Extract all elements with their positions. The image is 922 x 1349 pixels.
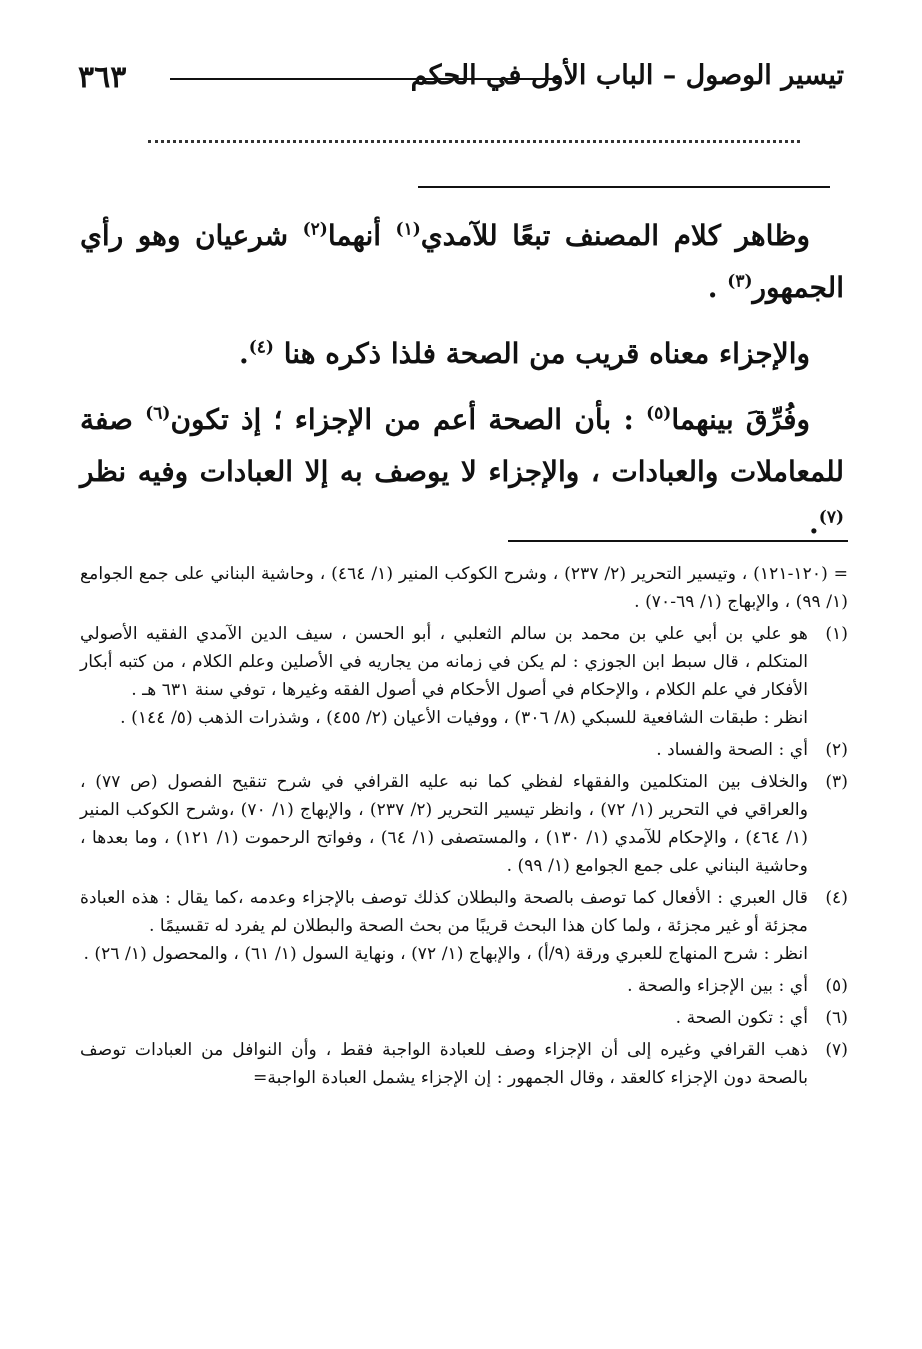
p1-text-3: شرعيان وهو رأي الجمهور: [80, 219, 844, 304]
p3-text-1: وفُرِّقَ بينهما: [671, 403, 811, 436]
footnote-5: [80, 972, 848, 1000]
footnote-number: (٢): [825, 740, 848, 760]
footnote-number: (٤): [825, 888, 848, 908]
footnote-number: (٧): [825, 1040, 848, 1060]
paragraph-3: [80, 394, 844, 550]
footnote-number: (٥): [825, 976, 848, 996]
dotted-separator: [148, 140, 800, 153]
p1-text-2: أنهما: [327, 219, 396, 252]
footnote-number: (١): [825, 624, 848, 644]
footnote-text: أي : بين الإجزاء والصحة .: [627, 976, 808, 996]
p1-text-4: .: [707, 271, 728, 304]
footnote-ref-2: (٢): [302, 219, 328, 240]
footnote-ref-7: (٧): [818, 507, 844, 528]
footnote-text: قال العبري : الأفعال كما توصف بالصحة والبطلان كذلك توصف بالإجزاء وعدمه ،كما يقال : هذه العبادة مجزئة أو غير مجزئة ، ولما كان هذا البحث قريبًا من بحث الصحة والبطلان لم يفرد له تقسيمًا .: [80, 888, 808, 936]
footnote-text: والخلاف بين المتكلمين والفقهاء لفظي كما نبه عليه القرافي في شرح تنقيح الفصول (ص ٧٧) ، والعراقي في التحرير (١/ ٧٢) ، وانظر تيسير التحرير (٢/ ٢٣٧) ، والإبهاج (١/ ٧٠) ،وشرح الكوكب المنير (١/ ٤٦٤) ، والإحكام للآمدي (١/ ١٣٠) ، والمستصفى (١/ ٦٤) ، وفواتح الرحموت (١/ ١٢١) ، وما بعدها ، وحاشية البناني على جمع الجوامع (١/ ٩٩) .: [80, 772, 809, 876]
footnote-rule: [508, 540, 848, 542]
main-text: [80, 210, 844, 564]
footnote-3: [80, 768, 848, 880]
p3-text-4: .: [809, 507, 819, 540]
footnote-sources: انظر : طبقات الشافعية للسبكي (٨/ ٣٠٦) ، ووفيات الأعيان (٢/ ٤٥٥) ، وشذرات الذهب (٥/ ١٤٤) .: [120, 708, 808, 728]
section-rule: [418, 186, 830, 188]
footnotes: [80, 560, 848, 1096]
p2-text-1: والإجزاء معناه قريب من الصحة فلذا ذكره هنا: [273, 337, 810, 370]
footnote-text: أي : الصحة والفساد .: [656, 740, 808, 760]
p3-text-3: صفة للمعاملات والعبادات ، والإجزاء لا يوصف به إلا العبادات وفيه نظر: [80, 403, 844, 488]
footnote-1: [80, 620, 848, 732]
p2-text-2: .: [238, 337, 249, 370]
p1-text-1: وظاهر كلام المصنف تبعًا للآمدي: [420, 219, 810, 252]
footnote-ref-3: (٣): [727, 271, 753, 292]
footnote-text: هو علي بن أبي علي بن محمد بن سالم الثعلبي ، أبو الحسن ، سيف الدين الآمدي الفقيه الأصولي المتكلم ، قال سبط ابن الجوزي : لم يكن في زمانه من يجاريه في الأصلين وعلم الكلام ، من كتبه أبكار الأفكار في علم الكلام ، والإحكام في أصول الأحكام في أصول الفقه وغيرها ، توفي سنة ٦٣١ هـ .: [80, 624, 808, 700]
footnote-continuation: = (١٢٠-١٢١) ، وتيسير التحرير (٢/ ٢٣٧) ، وشرح الكوكب المنير (١/ ٤٦٤) ، وحاشية البناني على جمع الجوامع (١/ ٩٩) ، والإبهاج (١/ ٦٩-٧٠) .: [80, 564, 848, 612]
footnote-sources: انظر : شرح المنهاج للعبري ورقة (٩/أ) ، والإبهاج (١/ ٧٢) ، ونهاية السول (١/ ٦١) ، والمحصول (١/ ٢٦) .: [83, 944, 808, 964]
footnote-ref-4: (٤): [248, 337, 274, 358]
footnote-ref-1: (١): [395, 219, 421, 240]
paragraph-2: [80, 328, 844, 380]
footnote-7: [80, 1036, 848, 1092]
running-title: تيسير الوصول – الباب الأول في الحكم: [410, 60, 844, 91]
p3-text-2: : بأن الصحة أعم من الإجزاء ؛ إذ تكون: [170, 403, 647, 436]
footnote-text: ذهب القرافي وغيره إلى أن الإجزاء وصف للعبادة الواجبة فقط ، وأن النوافل من العبادات توصف بالصحة دون الإجزاء كالعقد ، وقال الجمهور : إن الإجزاء يشمل العبادة الواجبة=: [80, 1040, 808, 1088]
page-number: ٣٦٣: [78, 60, 127, 95]
footnote-text: أي : تكون الصحة .: [675, 1008, 808, 1028]
footnote-4: [80, 884, 848, 968]
page-header: [78, 60, 844, 100]
footnote-ref-6: (٦): [145, 403, 171, 424]
footnote-ref-5: (٥): [646, 403, 672, 424]
footnote-number: (٣): [825, 772, 848, 792]
footnote-2: [80, 736, 848, 764]
paragraph-1: [80, 210, 844, 314]
footnote-6: [80, 1004, 848, 1032]
footnote-number: (٦): [825, 1008, 848, 1028]
